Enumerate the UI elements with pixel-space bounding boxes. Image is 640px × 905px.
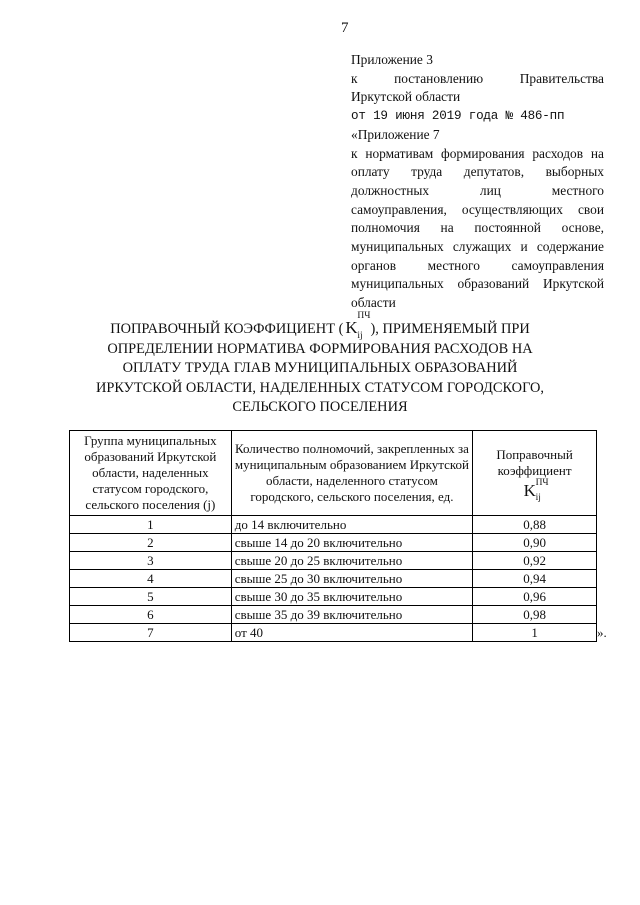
appendix-inner-number: «Приложение 7 xyxy=(351,126,440,142)
closing-quote: ». xyxy=(597,625,607,640)
coefficient-cell: 0,94 xyxy=(473,570,597,588)
coefficient-cell: 0,88 xyxy=(473,516,597,534)
group-cell: 2 xyxy=(70,534,232,552)
appendix-date: от 19 июня 2019 года № 486-пп xyxy=(351,109,565,124)
range-cell: свыше 30 до 35 включительно xyxy=(231,588,472,606)
table-row xyxy=(70,534,597,552)
title-start: ПОПРАВОЧНЫЙ КОЭФФИЦИЕНТ ( xyxy=(110,321,344,337)
page-number: 7 xyxy=(341,20,349,36)
appendix-header xyxy=(351,51,604,313)
table-row xyxy=(70,606,597,624)
header-coefficient: Поправочный коэффициент K ПЧ ij xyxy=(473,431,597,516)
table-row xyxy=(70,552,597,570)
group-cell: 1 xyxy=(70,516,232,534)
appendix-resolution: к постановлению Правительства xyxy=(351,70,604,86)
coefficient-cell: 0,96 xyxy=(473,588,597,606)
group-cell: 6 xyxy=(70,606,232,624)
title-end: ), ПРИМЕНЯЕМЫЙ ПРИ ОПРЕДЕЛЕНИИ НОРМАТИВА ФОРМИРОВАНИЯ РАСХОДОВ НА ОПЛАТУ ТРУДА ГЛАВ МУНИЦИПАЛЬНЫХ ОБРАЗОВАНИЙ ИРКУТСКОЙ ОБЛАСТИ, НАДЕЛЕННЫХ СТАТУСОМ ГОРОДСКОГО, СЕЛЬСКОГО ПОСЕЛЕНИЯ xyxy=(95,321,545,416)
header-group: Группа муниципальных образований Иркутской области, наделенных статусом городского, сельского поселения (j) xyxy=(70,431,232,516)
coefficient-cell: 1 xyxy=(473,624,597,642)
group-cell: 5 xyxy=(70,588,232,606)
range-cell: до 14 включительно xyxy=(231,516,472,534)
appendix-region: Иркутской области xyxy=(351,89,461,105)
range-cell: свыше 25 до 30 включительно xyxy=(231,570,472,588)
header-powers: Количество полномочий, закрепленных за муниципальным образованием Иркутской области, наделенного статусом городского, сельского поселения, ед. xyxy=(231,431,472,516)
page-title xyxy=(78,311,562,418)
group-cell: 3 xyxy=(70,552,232,570)
group-cell: 4 xyxy=(70,570,232,588)
range-cell: свыше 20 до 25 включительно xyxy=(231,552,472,570)
coefficient-symbol: K ПЧ ij xyxy=(345,311,371,342)
appendix-description: к нормативам формирования расходов на оплату труда депутатов, выборных должностных лиц местного самоуправления, осуществляющих свои полномочия на постоянной основе, муниципальных служащих и содержание органов местного самоуправления муниципальных образований Иркутской области xyxy=(351,145,604,311)
coefficient-cell: 0,98 xyxy=(473,606,597,624)
range-cell: от 40 xyxy=(231,624,472,642)
coefficient-cell: 0,92 xyxy=(473,552,597,570)
range-cell: свыше 14 до 20 включительно xyxy=(231,534,472,552)
coefficient-cell: 0,90 xyxy=(473,534,597,552)
header-coefficient-symbol: K ПЧ ij xyxy=(523,477,549,503)
range-cell: свыше 35 до 39 включительно xyxy=(231,606,472,624)
table-row xyxy=(70,624,597,642)
table-row xyxy=(70,570,597,588)
appendix-number: Приложение 3 xyxy=(351,52,433,67)
table-row xyxy=(70,516,597,534)
group-cell: 7 xyxy=(70,624,232,642)
table-row xyxy=(70,588,597,606)
table-header-row xyxy=(70,431,597,516)
coefficient-table xyxy=(69,430,597,642)
